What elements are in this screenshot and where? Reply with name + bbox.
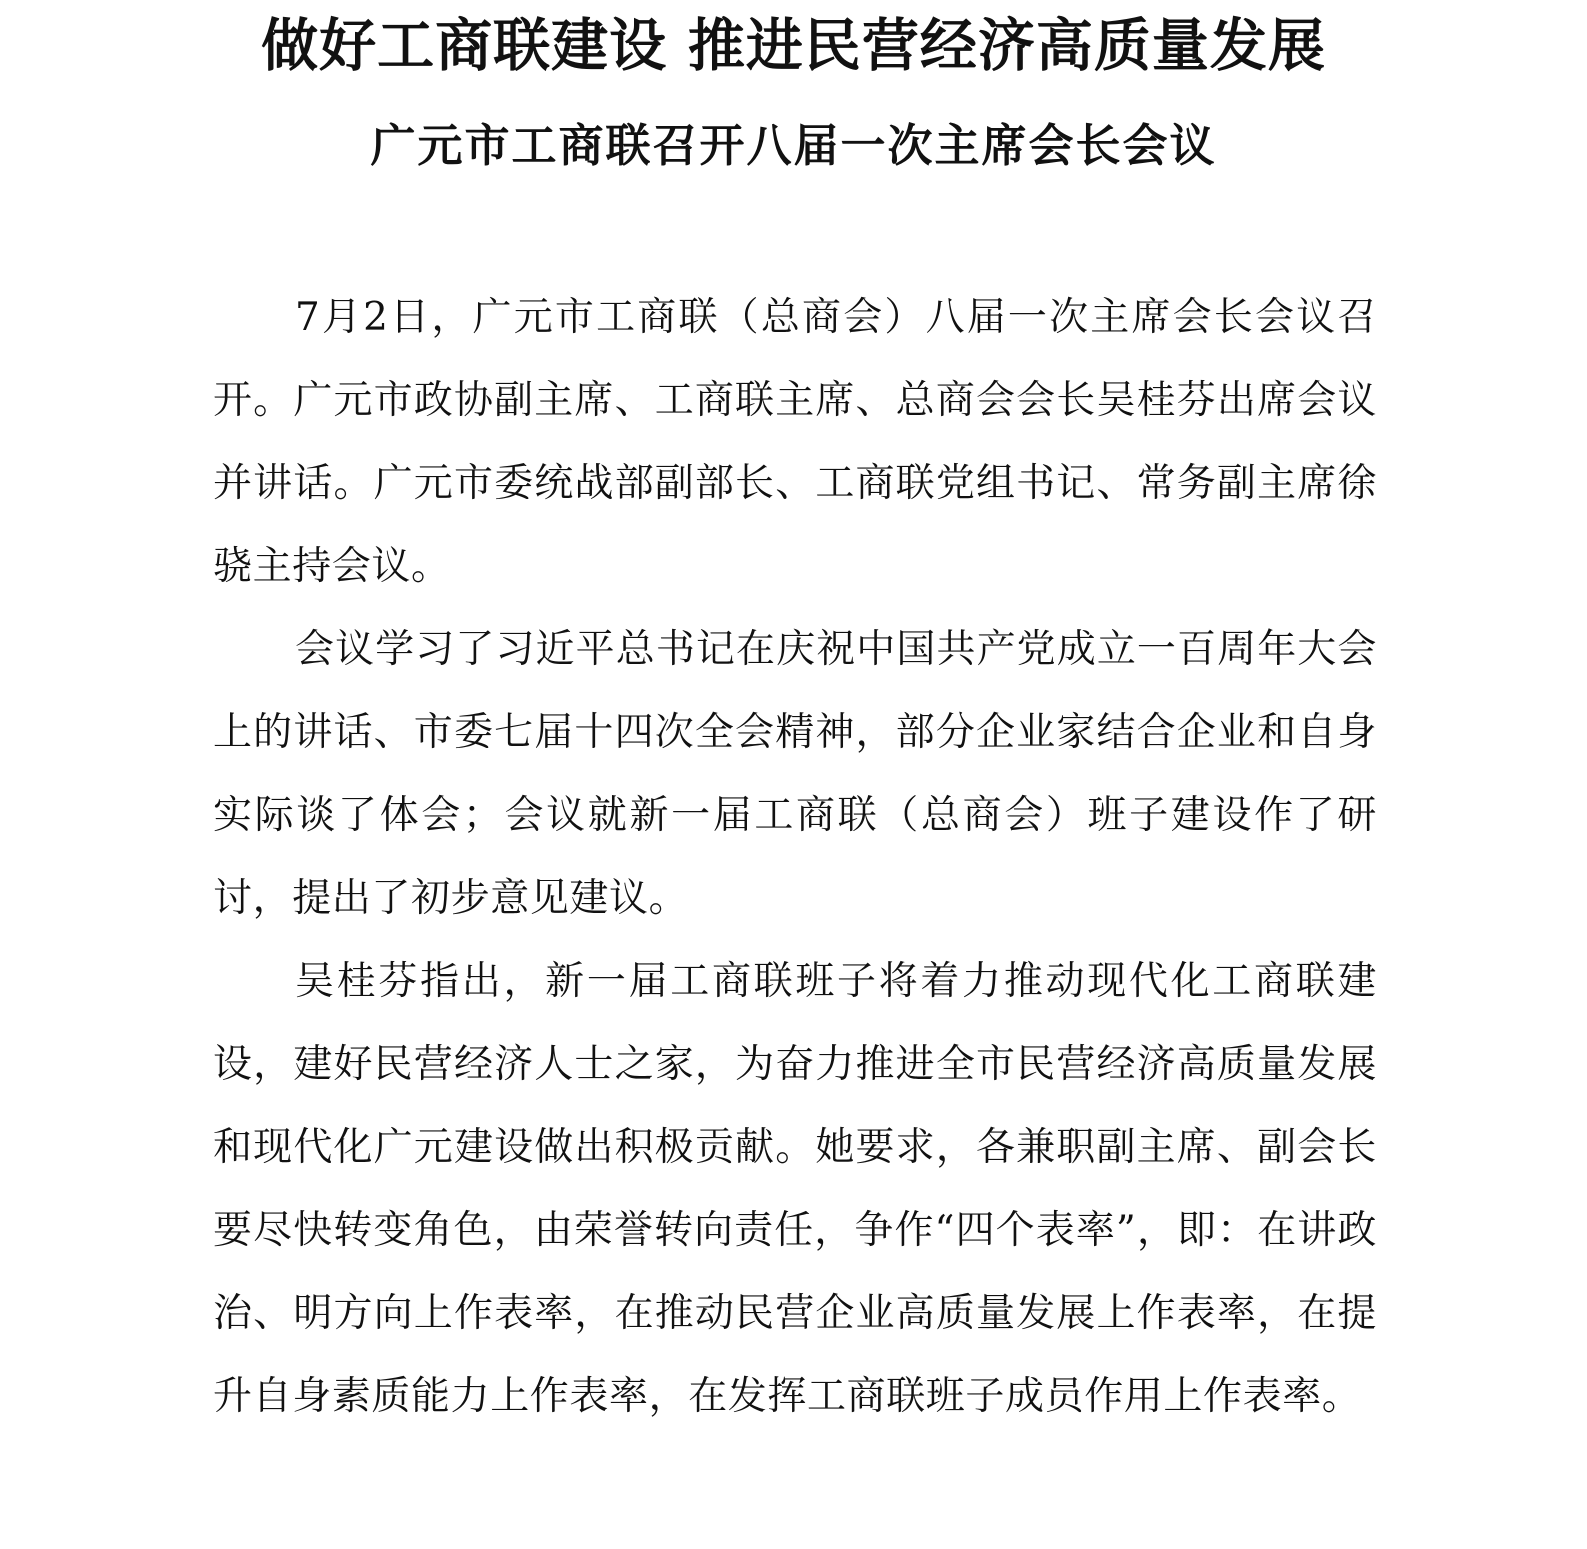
article-body xyxy=(213,276,1377,1438)
paragraph-3: 吴桂芬指出，新一届工商联班子将着力推动现代化工商联建设，建好民营经济人士之家，为奋力推进全市民营经济高质量发展和现代化广元建设做出积极贡献。她要求，各兼职副主席、副会长要尽快转变角色，由荣誉转向责任，争作“四个表率”，即：在讲政治、明方向上作表率，在推动民营企业高质量发展上作表率，在提升自身素质能力上作表率，在发挥工商联班子成员作用上作表率。 xyxy=(213,959,1377,1419)
document-subtitle: 广元市工商联召开八届一次主席会长会议 xyxy=(370,119,1217,172)
paragraph-1: 7月2日，广元市工商联（总商会）八届一次主席会长会议召开。广元市政协副主席、工商联主席、总商会会长吴桂芬出席会议并讲话。广元市委统战部副部长、工商联党组书记、常务副主席徐骁主持会议。 xyxy=(213,295,1377,589)
document-title: 做好工商联建设 推进民营经济高质量发展 xyxy=(261,13,1326,79)
paragraph-2: 会议学习了习近平总书记在庆祝中国共产党成立一百周年大会上的讲话、市委七届十四次全会精神，部分企业家结合企业和自身实际谈了体会；会议就新一届工商联（总商会）班子建设作了研讨，提出了初步意见建议。 xyxy=(213,627,1377,921)
